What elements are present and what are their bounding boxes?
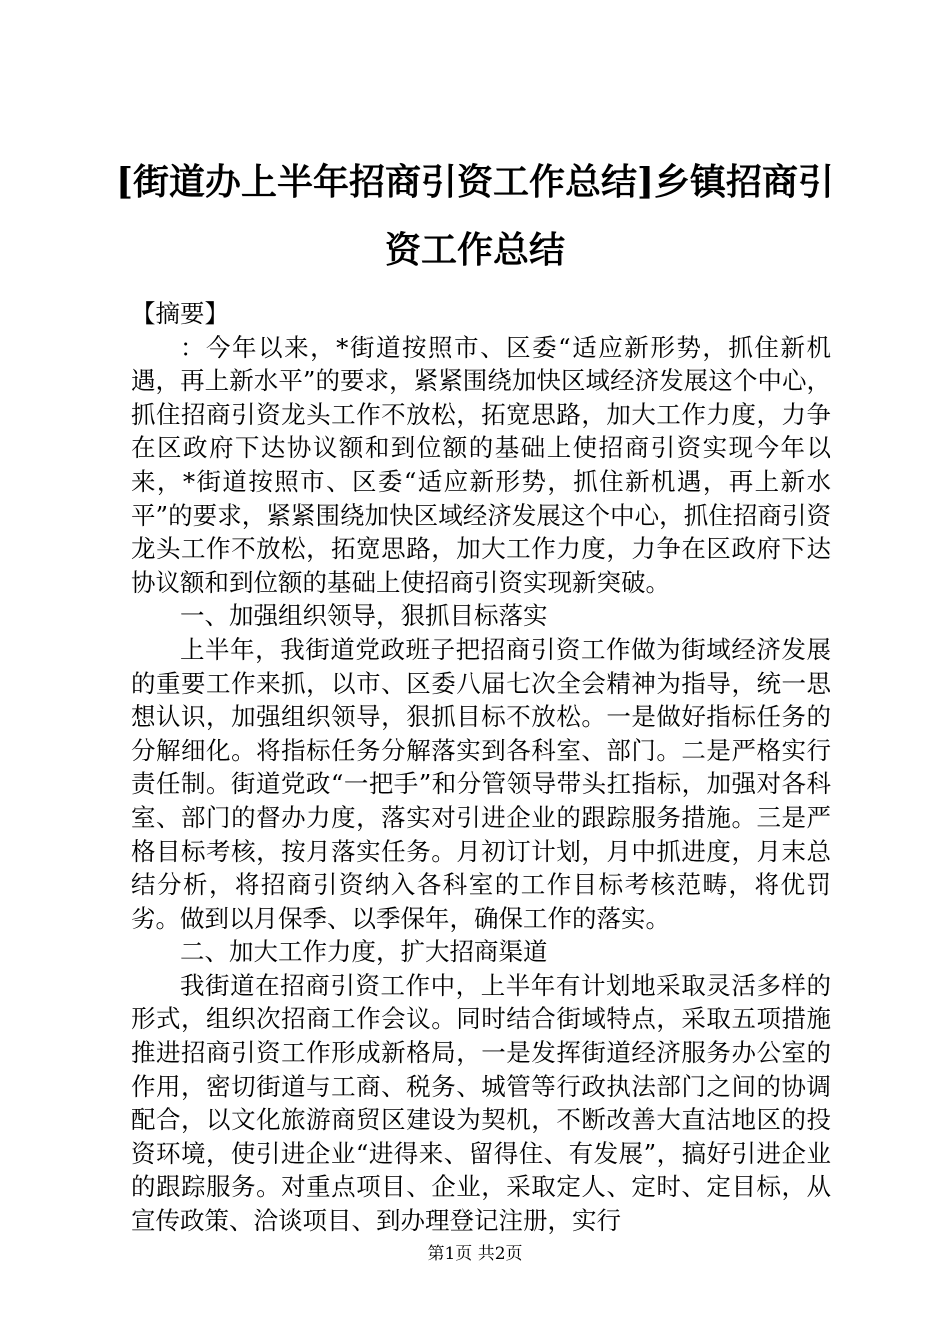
title-line-1: [街道办上半年招商引资工作总结]乡镇招商引 bbox=[115, 161, 835, 203]
section-2-heading: 二、加大工作力度，扩大招商渠道 bbox=[180, 937, 548, 967]
abstract-label: 【摘要】 bbox=[131, 299, 229, 328]
section-1-paragraph: 上半年，我街道党政班子把招商引资工作做为街域经济发展的重要工作来抓，以市、区委八届七次全会精神为指导，统一思想认识，加强组织领导，狠抓目标不放松。一是做好指标任务的分解细化。将指标任务分解落实到各科室、部门。二是严格实行责任制。街道党政“一把手”和分管领导带头扛指标，加强对各科室、部门的督办力度，落实对引进企业的跟踪服务措施。三是严格目标考核，按月落实任务。月初订计划，月中抓进度，月末总结分析，将招商引资纳入各科室的工作目标考核范畴，将优罚劣。做到以月保季、以季保年，确保工作的落实。 bbox=[131, 634, 831, 933]
page-footer bbox=[0, 1242, 950, 1266]
section-2-paragraph: 我街道在招商引资工作中，上半年有计划地采取灵活多样的形式，组织次招商工作会议。同时结合街域特点，采取五项措施推进招商引资工作形成新格局，一是发挥街道经济服务办公室的作用，密切街道与工商、税务、城管等行政执法部门之间的协调配合，以文化旅游商贸区建设为契机，不断改善大直沽地区的投资环境，使引进企业“进得来、留得住、有发展”，搞好引进企业的跟踪服务。对重点项目、企业，采取定人、定时、定目标，从宣传政策、洽谈项目、到办理登记注册，实行 bbox=[131, 970, 831, 1236]
section-1-heading: 一、加强组织领导，狠抓目标落实 bbox=[180, 601, 548, 631]
page-number: 第1页 共2页 bbox=[427, 1244, 523, 1264]
document-title bbox=[110, 148, 840, 284]
title-line-2: 资工作总结 bbox=[384, 229, 565, 271]
document-body bbox=[131, 297, 831, 1238]
abstract-paragraph: ：今年以来，*街道按照市、区委“适应新形势，抓住新机遇，再上新水平”的要求，紧紧围绕加快区域经济发展这个中心，抓住招商引资龙头工作不放松，拓宽思路，加大工作力度，力争在区政府下达协议额和到位额的基础上使招商引资实现今年以来，*街道按照市、区委“适应新形势，抓住新机遇，再上新水平”的要求，紧紧围绕加快区域经济发展这个中心，抓住招商引资龙头工作不放松，拓宽思路，加大工作力度，力争在区政府下达协议额和到位额的基础上使招商引资实现新突破。 bbox=[131, 332, 831, 597]
